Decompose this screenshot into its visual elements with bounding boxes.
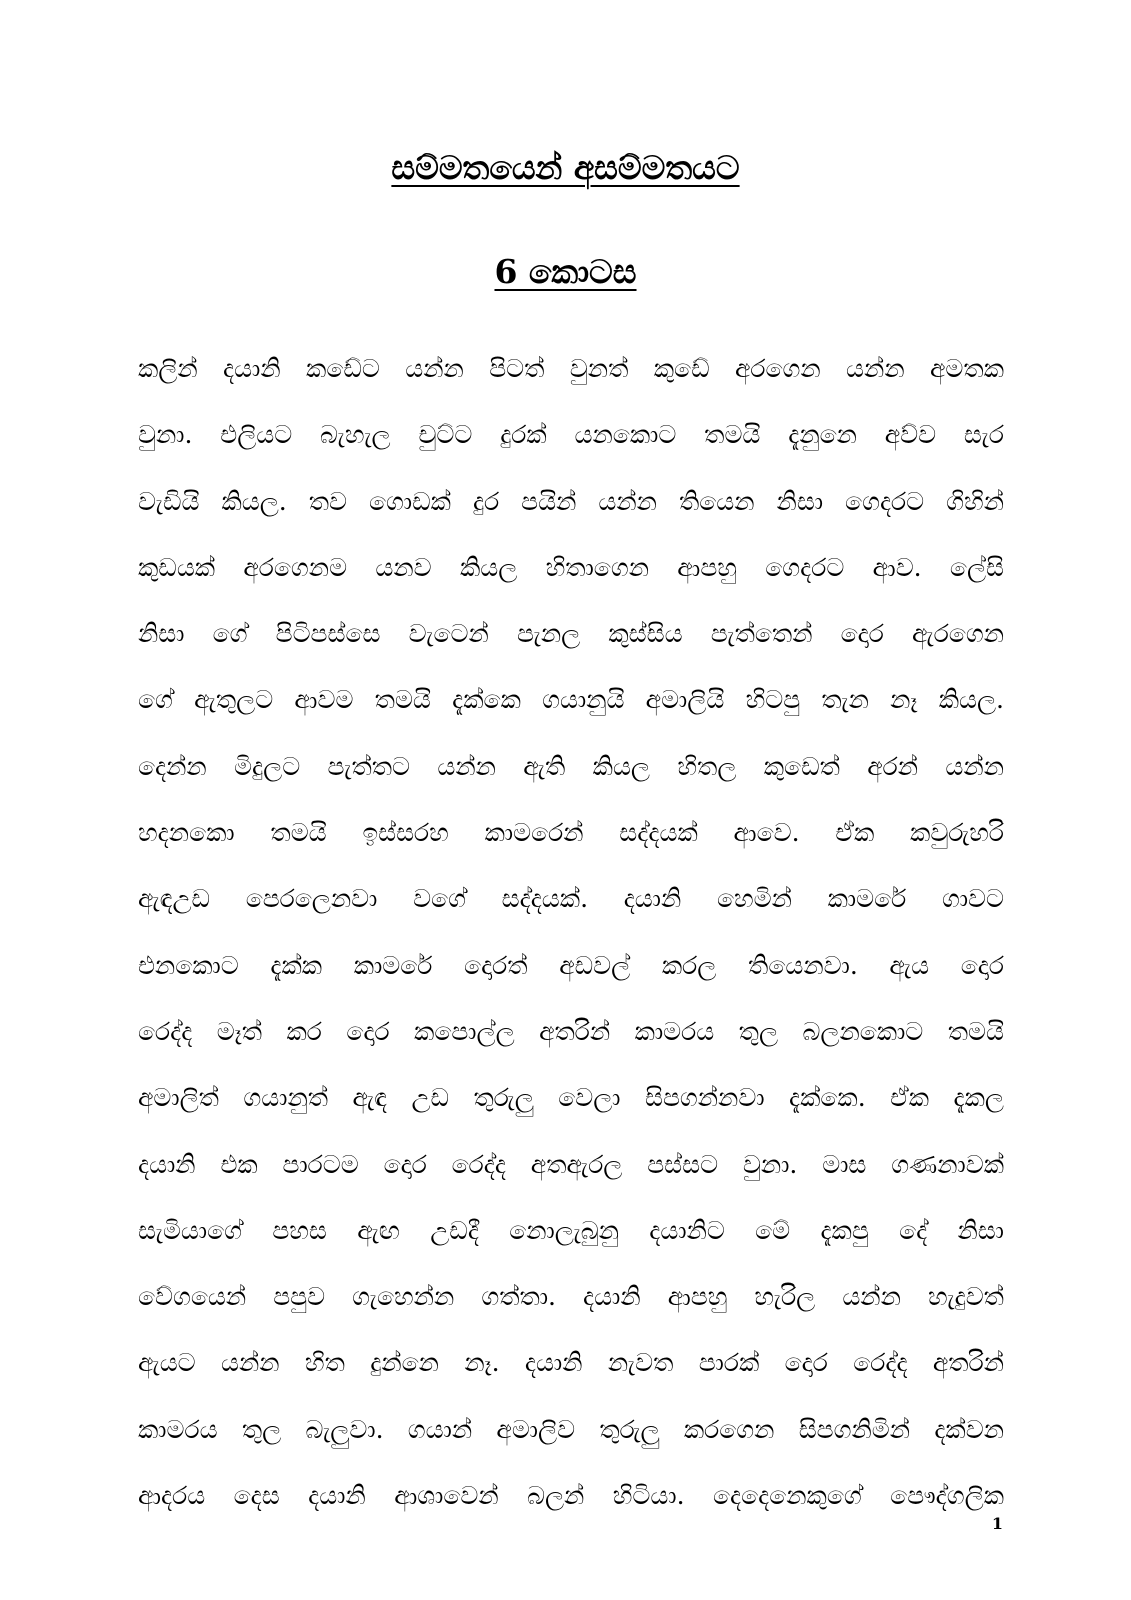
paragraph-line: වැඩියි කියල. තව ගොඩක් දුර පයින් යන්න තියෙන නිසා ගෙදරට ගිහින් <box>138 486 1004 516</box>
paragraph-line: කාමරය තුල බැලුවා. ගයාන් අමාලිව තුරුලු කරගෙන සිපගනිමින් දක්වන <box>138 1414 1004 1444</box>
paragraph-line: ආදරය දෙස දයානි ආශාවෙන් බලන් හිටියා. දෙදෙනෙකුගේ පෞද්ගලික <box>138 1481 1004 1511</box>
page-number: 1 <box>991 1514 1003 1533</box>
paragraph-line: ගේ ඇතුලට ආවම තමයි දැක්කෙ ගයානුයි අමාලියි හිටපු තැන නෑ කියල. <box>138 685 1004 715</box>
paragraph-line: කලින් දයානි කඩේට යන්න පිටත් වුනත් කුඩේ අරගෙන යන්න අමතක <box>138 354 1004 383</box>
paragraph-line: එනකොට දැක්ක කාමරේ දොරත් අඩවල් කරල තියෙනවා. ඇය දොර <box>138 950 1004 980</box>
document-title: සම්මතයෙන් අසම්මතයට <box>391 148 740 187</box>
body-paragraph <box>138 336 1004 1529</box>
paragraph-line: වේගයෙන් පපුව ගැහෙන්න ගත්තා. දයානි ආපහු හැරිල යන්න හැදුවත් <box>138 1282 1004 1312</box>
paragraph-line: ඇයට යන්න හිත දුන්නෙ නෑ. දයානි නැවත පාරක් දොර රෙද්ද අතරින් <box>138 1348 1004 1378</box>
paragraph-line: සැමියාගේ පහස ඇඟ උඩදී නොලැබුනු දයානිට මේ දැකපු දේ නිසා <box>138 1215 1004 1245</box>
part-heading: 6 කොටස <box>494 252 637 291</box>
paragraph-line: කුඩයක් අරගෙනම යනව කියල හිතාගෙන ආපහු ගෙදරට ආව. ලේසි <box>138 552 1004 582</box>
paragraph-line: දයානි එක පාරටම දොර රෙද්ද අතඇරල පස්සට වුනා. මාස ගණනාවක් <box>138 1149 1004 1179</box>
paragraph-line: රෙද්ද මෑත් කර දොර කපොල්ල අතරින් කාමරය තුල බලනකොට තමයි <box>138 1016 1004 1046</box>
paragraph-line: ඇඳඋඩ පෙරලෙනවා වගේ සද්දයක්. දයානි හෙමින් කාමරේ ගාවට <box>138 884 1004 914</box>
paragraph-line: නිසා ගේ පිටිපස්සෙ වැටෙන් පැනල කුස්සිය පැත්තෙන් දොර ඇරගෙන <box>138 619 1004 649</box>
paragraph-line: දෙන්න මිදුලට පැත්තට යන්න ඇති කියල හිතල කුඩෙත් අරන් යන්න <box>138 751 1004 781</box>
paragraph-line: අමාලිත් ගයානුත් ඇඳ උඩ තුරුලු වෙලා සිපගන්නවා දැක්කෙ. ඒක දැකල <box>138 1083 1004 1113</box>
paragraph-line: වුනා. එලියට බැහැල චුට්ට දුරක් යනකොට තමයි දැනුනෙ අව්ව සැර <box>138 420 1004 450</box>
paragraph-line: හදනකො තමයි ඉස්සරහ කාමරෙන් සද්දයක් ආවෙ. ඒක කවුරුහරි <box>138 818 1004 848</box>
